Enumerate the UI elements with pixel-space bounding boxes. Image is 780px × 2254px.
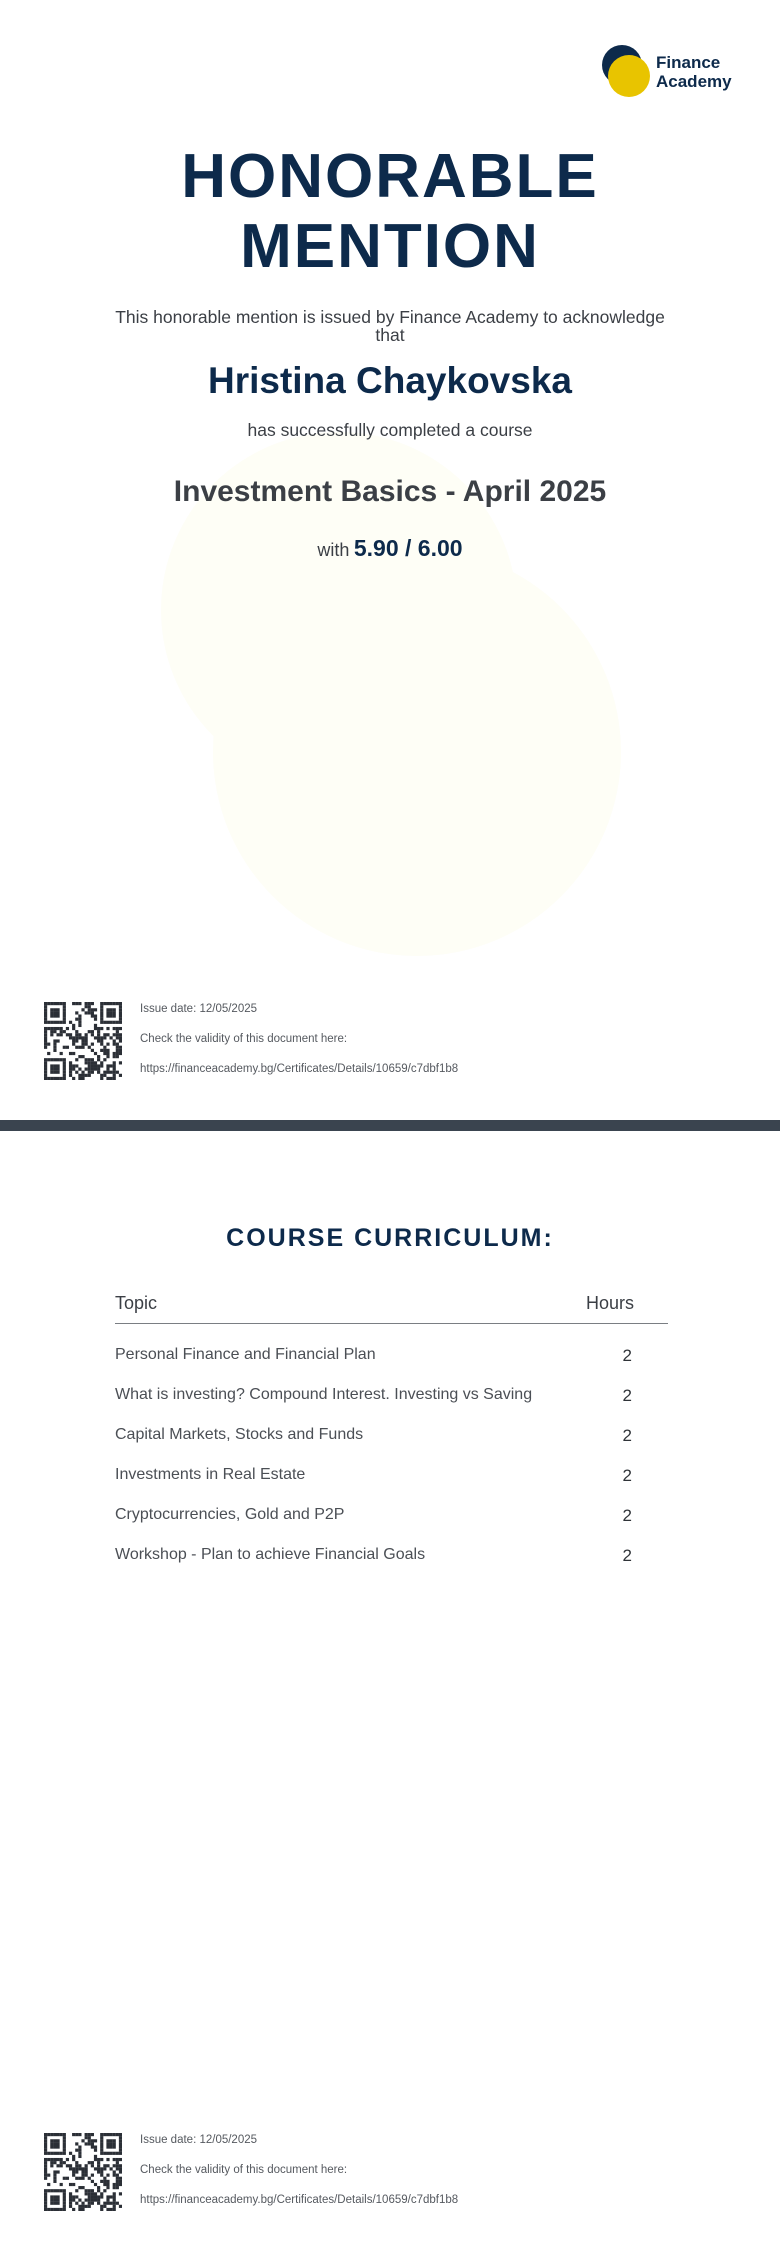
curriculum-title: COURSE CURRICULUM:	[226, 1224, 554, 1252]
hours-cell: 2	[622, 1426, 632, 1445]
hours-cell: 2	[622, 1386, 632, 1405]
table-row	[115, 1506, 668, 1546]
curriculum-header-row	[115, 1291, 668, 1324]
background-circle	[213, 548, 621, 956]
logo-circles-icon	[600, 44, 656, 100]
table-row	[115, 1386, 668, 1426]
hours-cell: 2	[622, 1506, 632, 1525]
page-divider	[0, 1120, 780, 1131]
certificate-title	[0, 142, 780, 282]
hours-cell: 2	[622, 1466, 632, 1485]
validity-url[interactable]: https://financeacademy.bg/Certificates/Details/10659/c7dbf1b8	[140, 1063, 459, 1075]
table-row	[115, 1426, 668, 1466]
logo-line-2: Academy	[656, 72, 732, 91]
issue-date: Issue date: 12/05/2025	[140, 2134, 258, 2146]
topic-cell: Cryptocurrencies, Gold and P2P	[115, 1506, 345, 1523]
intro-text: This honorable mention is issued by Finance Academy to acknowledge that	[115, 307, 665, 345]
completion-text: has successfully completed a course	[247, 420, 533, 440]
table-row	[115, 1466, 668, 1506]
certificate-footer	[44, 1002, 544, 1082]
curriculum-table	[115, 1291, 668, 1586]
grade-prefix: with	[317, 540, 350, 560]
curriculum-page	[0, 1131, 780, 2254]
validity-text: Check the validity of this document here:	[140, 2164, 348, 2176]
topic-cell: Personal Finance and Financial Plan	[115, 1346, 376, 1363]
topic-column-header: Topic	[115, 1293, 158, 1313]
validity-url[interactable]: https://financeacademy.bg/Certificates/Details/10659/c7dbf1b8	[140, 2194, 459, 2206]
topic-cell: What is investing? Compound Interest. Investing vs Saving	[115, 1386, 533, 1403]
qr-code-icon[interactable]	[44, 2133, 122, 2211]
topic-cell: Investments in Real Estate	[115, 1466, 306, 1483]
logo-wordmark	[656, 53, 732, 91]
finance-academy-logo	[600, 40, 740, 100]
hours-column-header: Hours	[585, 1293, 634, 1313]
title-line-2: MENTION	[240, 212, 540, 281]
table-row	[115, 1346, 668, 1386]
hours-cell: 2	[622, 1546, 632, 1565]
title-line-1: HONORABLE	[181, 142, 599, 211]
grade-line	[0, 535, 780, 562]
topic-cell: Capital Markets, Stocks and Funds	[115, 1426, 364, 1443]
issue-date: Issue date: 12/05/2025	[140, 1003, 258, 1015]
validity-text: Check the validity of this document here:	[140, 1033, 348, 1045]
curriculum-footer	[44, 2133, 544, 2213]
logo-line-1: Finance	[656, 53, 721, 72]
grade-score: 5.90 / 6.00	[353, 535, 463, 561]
table-row	[115, 1546, 668, 1586]
recipient-name: Hristina Chaykovska	[207, 360, 572, 401]
topic-cell: Workshop - Plan to achieve Financial Goals	[115, 1546, 426, 1563]
hours-cell: 2	[622, 1346, 632, 1365]
qr-code-icon[interactable]	[44, 1002, 122, 1080]
course-name: Investment Basics - April 2025	[173, 475, 607, 508]
certificate-page	[0, 0, 780, 1120]
